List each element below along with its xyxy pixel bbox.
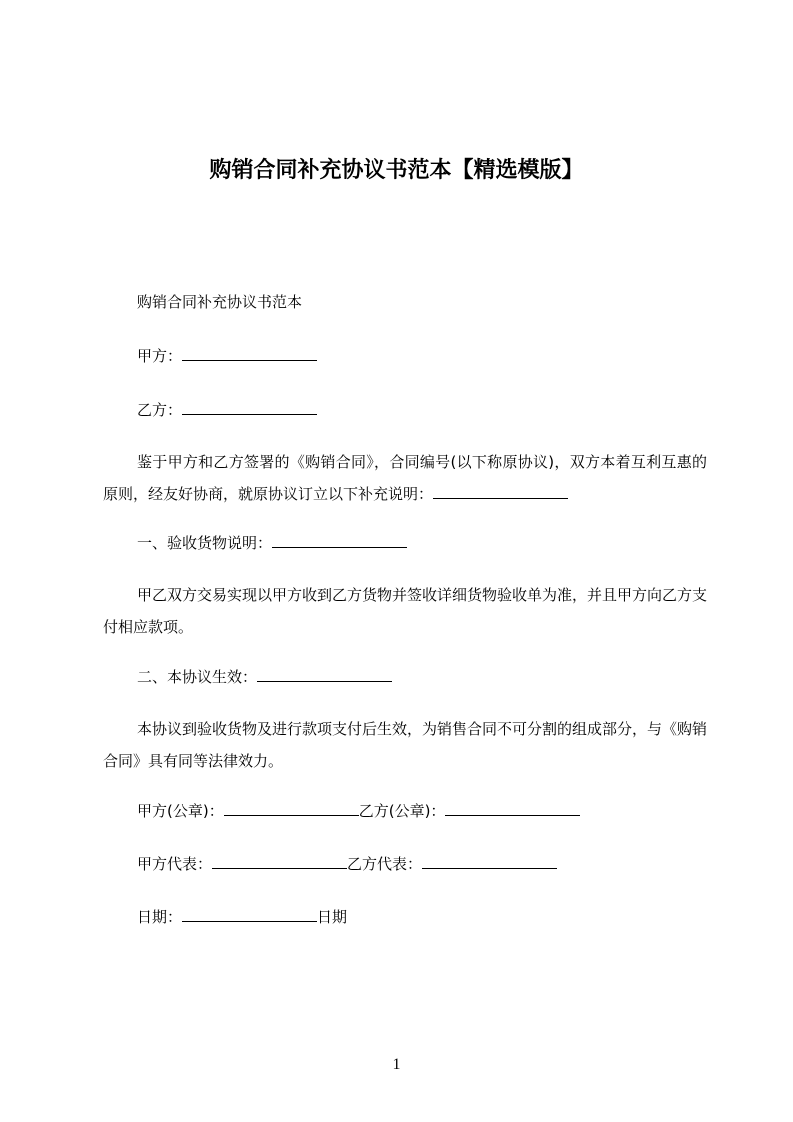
seal-b-label: 乙方(公章)：: [358, 802, 446, 820]
section-one-paragraph: 甲乙双方交易实现以甲方收到乙方货物并签收详细货物验收单为准，并且甲方向乙方支付相应款项。: [103, 586, 708, 636]
party-b-blank: [182, 399, 317, 415]
intro-paragraph: [103, 446, 707, 510]
representative-a-label: 甲方代表：: [137, 855, 213, 873]
intro-text: 鉴于甲方和乙方签署的《购销合同》，合同编号(以下称原协议)，双方本着互利互惠的原则，经友好协商，就原协议订立以下补充说明：: [103, 453, 707, 503]
page-number: 1: [392, 1056, 401, 1073]
seal-a-label: 甲方(公章)：: [137, 802, 224, 820]
party-a-label: 甲方：: [137, 347, 183, 365]
section-one-heading: 一、验收货物说明：: [137, 534, 273, 552]
section-one-blank: [272, 532, 407, 548]
subtitle-text: 购销合同补充协议书范本: [137, 293, 303, 311]
section-two-heading: 二、本协议生效：: [137, 668, 258, 686]
seal-line: [137, 800, 580, 821]
seal-a-blank: [224, 800, 359, 816]
section-two-heading-line: [137, 666, 392, 687]
date-blank: [182, 906, 317, 922]
date-label-second: 日期: [317, 908, 348, 926]
intro-blank: [433, 483, 568, 499]
section-two-paragraph: 本协议到验收货物及进行款项支付后生效，为销售合同不可分割的组成部分，与《购销合同》具有同等法律效力。: [103, 720, 708, 770]
section-two-blank: [257, 666, 392, 682]
party-a-line: [137, 345, 317, 366]
section-one-heading-line: [137, 532, 407, 553]
seal-b-blank: [445, 800, 580, 816]
party-b-label: 乙方：: [137, 401, 183, 419]
date-line: [137, 906, 347, 927]
representative-b-label: 乙方代表：: [347, 855, 423, 873]
document-title: 购销合同补充协议书范本【精选模版】: [209, 157, 584, 183]
representative-b-blank: [422, 853, 557, 869]
date-label: 日期：: [137, 908, 183, 926]
document-subtitle: [137, 292, 302, 312]
representative-a-blank: [212, 853, 347, 869]
representative-line: [137, 853, 557, 874]
party-a-blank: [182, 345, 317, 361]
party-b-line: [137, 399, 317, 420]
